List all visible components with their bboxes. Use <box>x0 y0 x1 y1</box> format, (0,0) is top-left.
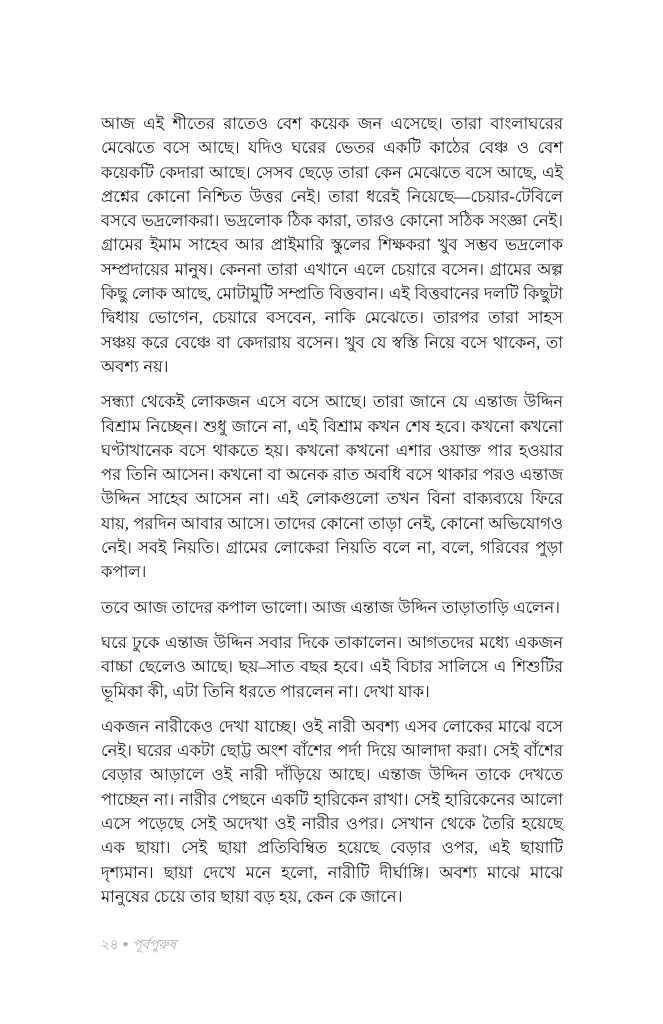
paragraph: সন্ধ্যা থেকেই লোকজন এসে বসে আছে। তারা জানে যে এন্তাজ উদ্দিন বিশ্রাম নিচ্ছেন। শুধু জানে না, এই বিশ্রাম কখন শেষ হবে। কখনো কখনো ঘণ্টাখানেক বসে থাকতে হয়। কখনো কখনো এশার ওয়াক্ত পার হওয়ার পর তিনি আসেন। কখনো বা অনেক রাত অবধি বসে থাকার পরও এন্তাজ উদ্দিন সাহেব আসেন না। এই লোকগুলো তখন বিনা বাক্যব্যয়ে ফিরে যায়, পরদিন আবার আসে। তাদের কোনো তাড়া নেই, কোনো অভিযোগও নেই। সবই নিয়তি। গ্রামের লোকেরা নিয়তি বলে না, বলে, গরিবের পুড়া কপাল। <box>101 392 563 582</box>
book-title: পূর্বপুরুষ <box>132 937 177 952</box>
paragraph: আজ এই শীতের রাতেও বেশ কয়েক জন এসেছে। তারা বাংলাঘরের মেঝেতে বসে আছে। যদিও ঘরের ভেতর একটি কাঠের বেঞ্চ ও বেশ কয়েকটি কেদারা আছে। সেসব ছেড়ে তারা কেন মেঝেতে বসে আছে, এই প্রশ্নের কোনো নিশ্চিত উত্তর নেই। তারা ধরেই নিয়েছে—চেয়ার-টেবিলে বসবে ভদ্রলোকরা। ভদ্রলোক ঠিক কারা, তারও কোনো সঠিক সংজ্ঞা নেই। গ্রামের ইমাম সাহেব আর প্রাইমারি স্কুলের শিক্ষকরা খুব সম্ভব ভদ্রলোক সম্প্রদায়ের মানুষ। কেননা তারা এখানে এলে চেয়ারে বসেন। গ্রামের অল্প কিছু লোক আছে, মোটামুটি সম্প্রতি বিত্তবান। এই বিত্তবানের দলটি কিছুটা দ্বিধায় ভোগেন, চেয়ারে বসবেন, নাকি মেঝেতে। তারপর তারা সাহস সঞ্চয় করে বেঞ্চে বা কেদারায় বসেন। খুব যে স্বস্তি নিয়ে বসে থাকেন, তা অবশ্য নয়। <box>101 114 563 376</box>
paragraph: ঘরে ঢুকে এন্তাজ উদ্দিন সবার দিকে তাকালেন। আগতদের মধ্যে একজন বাচ্চা ছেলেও আছে। ছয়–সাত বছর হবে। এই বিচার সালিসে এ শিশুটির ভূমিকা কী, এটা তিনি ধরতে পারলেন না। দেখা যাক। <box>101 632 563 701</box>
page-number: ২৪ <box>101 937 119 952</box>
paragraph: একজন নারীকেও দেখা যাচ্ছে। ওই নারী অবশ্য এসব লোকের মাঝে বসে নেই। ঘরের একটা ছোট্ট অংশ বাঁশের পর্দা দিয়ে আলাদা করা। সেই বাঁশের বেড়ার আড়ালে ওই নারী দাঁড়িয়ে আছে। এন্তাজ উদ্দিন তাকে দেখতে পাচ্ছেন না। নারীর পেছনে একটি হারিকেন রাখা। সেই হারিকেনের আলো এসে পড়েছে সেই অদেখা ওই নারীর ওপর। সেখান থেকে তৈরি হয়েছে এক ছায়া। সেই ছায়া প্রতিবিম্বিত হয়েছে বেড়ার ওপর, এই ছায়াটি দৃশ্যমান। ছায়া দেখে মনে হলো, নারীটি দীর্ঘাঙ্গি। অবশ্য মাঝে মাঝে মানুষের চেয়ে তার ছায়া বড় হয়, কেন কে জানে। <box>101 716 563 906</box>
page-footer <box>101 936 176 954</box>
bullet-separator-icon: ● <box>122 939 129 950</box>
page-body-text <box>101 112 563 909</box>
paragraph: তবে আজ তাদের কপাল ভালো। আজ এন্তাজ উদ্দিন তাড়াতাড়ি এলেন। <box>101 597 561 617</box>
